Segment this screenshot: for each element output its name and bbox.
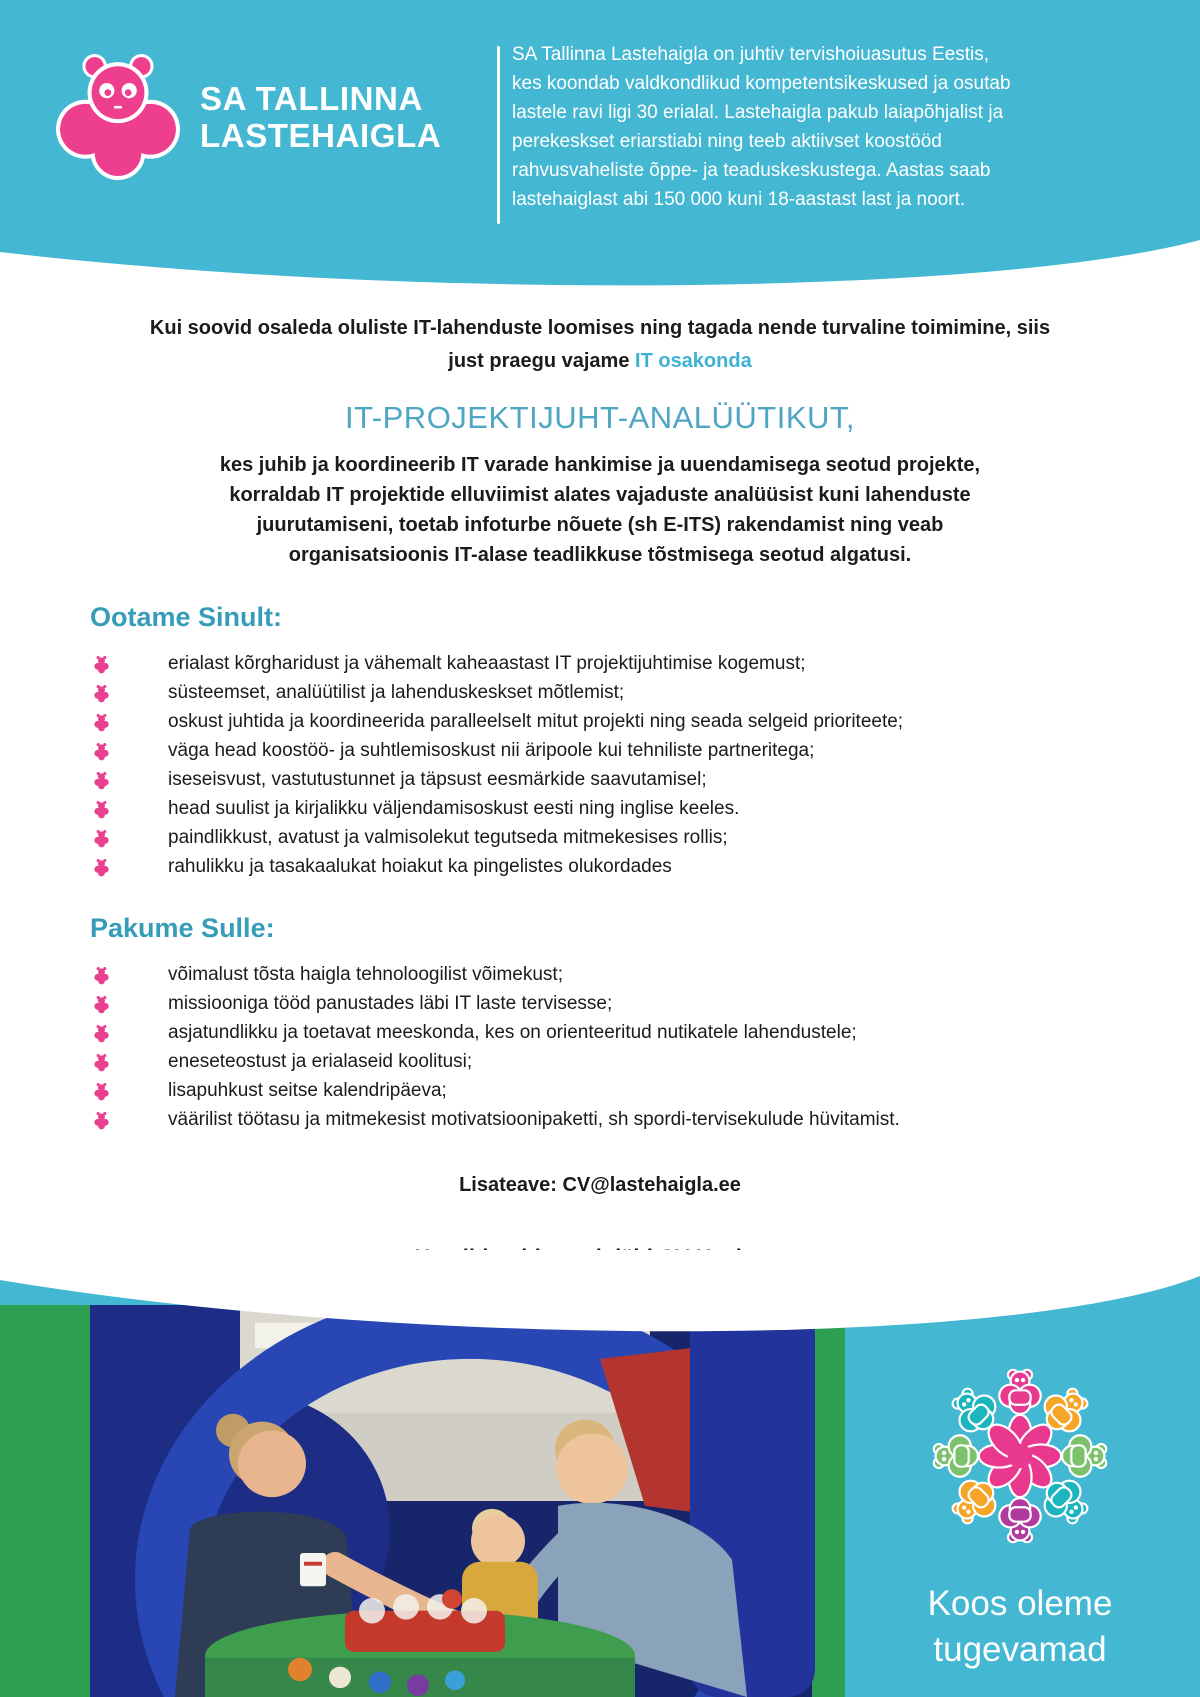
list-item: [90, 1105, 1110, 1134]
section-heading-expect: Ootame Sinult:: [90, 602, 283, 632]
list-item: [90, 678, 1110, 707]
list-item-text: head suulist ja kirjalikku väljendamisoskust eesti ning inglise keeles.: [168, 798, 740, 819]
butterfly-bullet-icon: [94, 828, 109, 847]
hospital-description: [512, 40, 1112, 214]
list-item-text: eneseteostust ja erialaseid koolitusi;: [168, 1051, 473, 1072]
job-ad-body: [0, 300, 1200, 1250]
list-item-text: rahulikku ja tasakaalukat hoiakut ka pingelistes olukordades: [168, 856, 672, 877]
list-item: [90, 989, 1110, 1018]
contact-email-line[interactable]: Lisateave: CV@lastehaigla.ee: [459, 1174, 741, 1196]
intro-line1: Kui soovid osaleda oluliste IT-lahenduste loomises ning tagada nende turvaline toimimine, siis: [149, 317, 1051, 339]
list-item-text: iseseisvust, vastutustunnet ja täpsust eesmärkide saavutamisel;: [168, 769, 707, 790]
decorative-curve: [0, 1250, 1200, 1360]
butterfly-bullet-icon: [94, 994, 109, 1013]
list-item: [90, 649, 1110, 678]
about-line: kes koondab valdkondlikud kompetentsikeskused ja osutab: [512, 73, 1011, 94]
butterfly-bullet-icon: [94, 712, 109, 731]
job-title: IT-PROJEKTIJUHT-ANALÜÜTIKUT,: [344, 400, 856, 435]
about-line: lastele ravi ligi 30 erialal. Lastehaigla pakub laiapõhjalist ja: [512, 102, 1004, 123]
list-item-text: oskust juhtida ja koordineerida paralleelselt mitut projekti ning seada selgeid prioriteete;: [168, 711, 904, 732]
butterfly-bullet-icon: [94, 683, 109, 702]
list-item-text: süsteemset, analüütilist ja lahenduskeskset mõtlemist;: [168, 682, 625, 703]
butterfly-bullet-icon: [94, 1081, 109, 1100]
butterfly-bullet-icon: [94, 741, 109, 760]
butterfly-bullet-icon: [94, 965, 109, 984]
about-line: lastehaiglast abi 150 000 kuni 18-aastast last ja noort.: [512, 189, 966, 210]
job-description-line: organisatsioonis IT-alase teadlikkuse tõstmisega seotud algatusi.: [288, 544, 912, 566]
org-name: [200, 80, 441, 154]
job-description-line: juurutamiseni, toetab infoturbe nõuete (sh E-ITS) rakendamist ning veab: [256, 514, 944, 536]
intro-paragraph: [90, 312, 1110, 378]
job-description-line: kes juhib ja koordineerib IT varade hankimise ja uuendamisega seotud projekte,: [219, 454, 981, 476]
list-item: [90, 765, 1110, 794]
job-description-line: korraldab IT projektide elluviimist alates vajaduste analüüsist kuni lahenduste: [229, 484, 971, 506]
list-item: [90, 1018, 1110, 1047]
list-item: [90, 736, 1110, 765]
org-name-line1: SA TALLINNA: [200, 80, 423, 117]
about-line: SA Tallinna Lastehaigla on juhtiv tervishoiuasutus Eestis,: [512, 44, 990, 65]
job-description: [90, 450, 1110, 570]
footer-banner: [0, 1250, 1200, 1697]
expect-list: [90, 649, 1110, 881]
intro-accent-it-osakonda: IT osakonda: [635, 350, 752, 372]
slogan: [840, 1581, 1200, 1673]
list-item-text: asjatundlikku ja toetavat meeskonda, kes on orienteeritud nutikatele lahendustele;: [168, 1022, 857, 1043]
list-item-text: lisapuhkust seitse kalendripäeva;: [168, 1080, 447, 1101]
slogan-line2: tugevamad: [933, 1630, 1107, 1669]
list-item: [90, 1076, 1110, 1105]
offer-list: [90, 960, 1110, 1134]
list-item: [90, 707, 1110, 736]
list-item-text: väga head koostöö- ja suhtlemisoskust nii äripoole kui tehniliste partneritega;: [168, 740, 815, 761]
slogan-line1: Koos oleme: [927, 1584, 1113, 1623]
vertical-divider: [497, 46, 500, 224]
hero-banner: [0, 0, 1200, 300]
list-item: [90, 852, 1110, 881]
list-item: [90, 823, 1110, 852]
list-item-text: võimalust tõsta haigla tehnoloogilist võimekust;: [168, 964, 563, 985]
butterfly-bullet-icon: [94, 857, 109, 876]
section-heading-offer: Pakume Sulle:: [90, 913, 275, 943]
list-item-text: väärilist töötasu ja mitmekesist motivatsioonipaketti, sh spordi-tervisekulude hüvitamist.: [168, 1109, 900, 1130]
butterfly-bullet-icon: [94, 1052, 109, 1071]
list-item-text: paindlikkust, avatust ja valmisolekut tegutseda mitmekesises rollis;: [168, 827, 728, 848]
list-item-text: erialast kõrgharidust ja vähemalt kaheaastast IT projektijuhtimise kogemust;: [168, 653, 806, 674]
list-item: [90, 794, 1110, 823]
children-playing-photo: [0, 1305, 845, 1697]
butterfly-bullet-icon: [94, 770, 109, 789]
about-line: perekeskset eriarstiabi ning teeb aktiivset koostööd: [512, 131, 942, 152]
list-item: [90, 960, 1110, 989]
org-logo: [58, 52, 441, 176]
butterfly-bullet-icon: [94, 1110, 109, 1129]
intro-line2: just praegu vajame: [448, 350, 636, 372]
list-item-text: missiooniga tööd panustades läbi IT laste tervisesse;: [168, 993, 613, 1014]
list-item: [90, 1047, 1110, 1076]
about-line: rahvusvaheliste õppe- ja teaduskeskustega. Aastas saab: [512, 160, 991, 181]
butterfly-bullet-icon: [94, 1023, 109, 1042]
org-name-line2: LASTEHAIGLA: [200, 117, 442, 154]
flower-cluster-icon: [924, 1358, 1116, 1554]
butterfly-bullet-icon: [94, 799, 109, 818]
mascot-butterfly-icon: [58, 52, 178, 176]
butterfly-bullet-icon: [94, 654, 109, 673]
